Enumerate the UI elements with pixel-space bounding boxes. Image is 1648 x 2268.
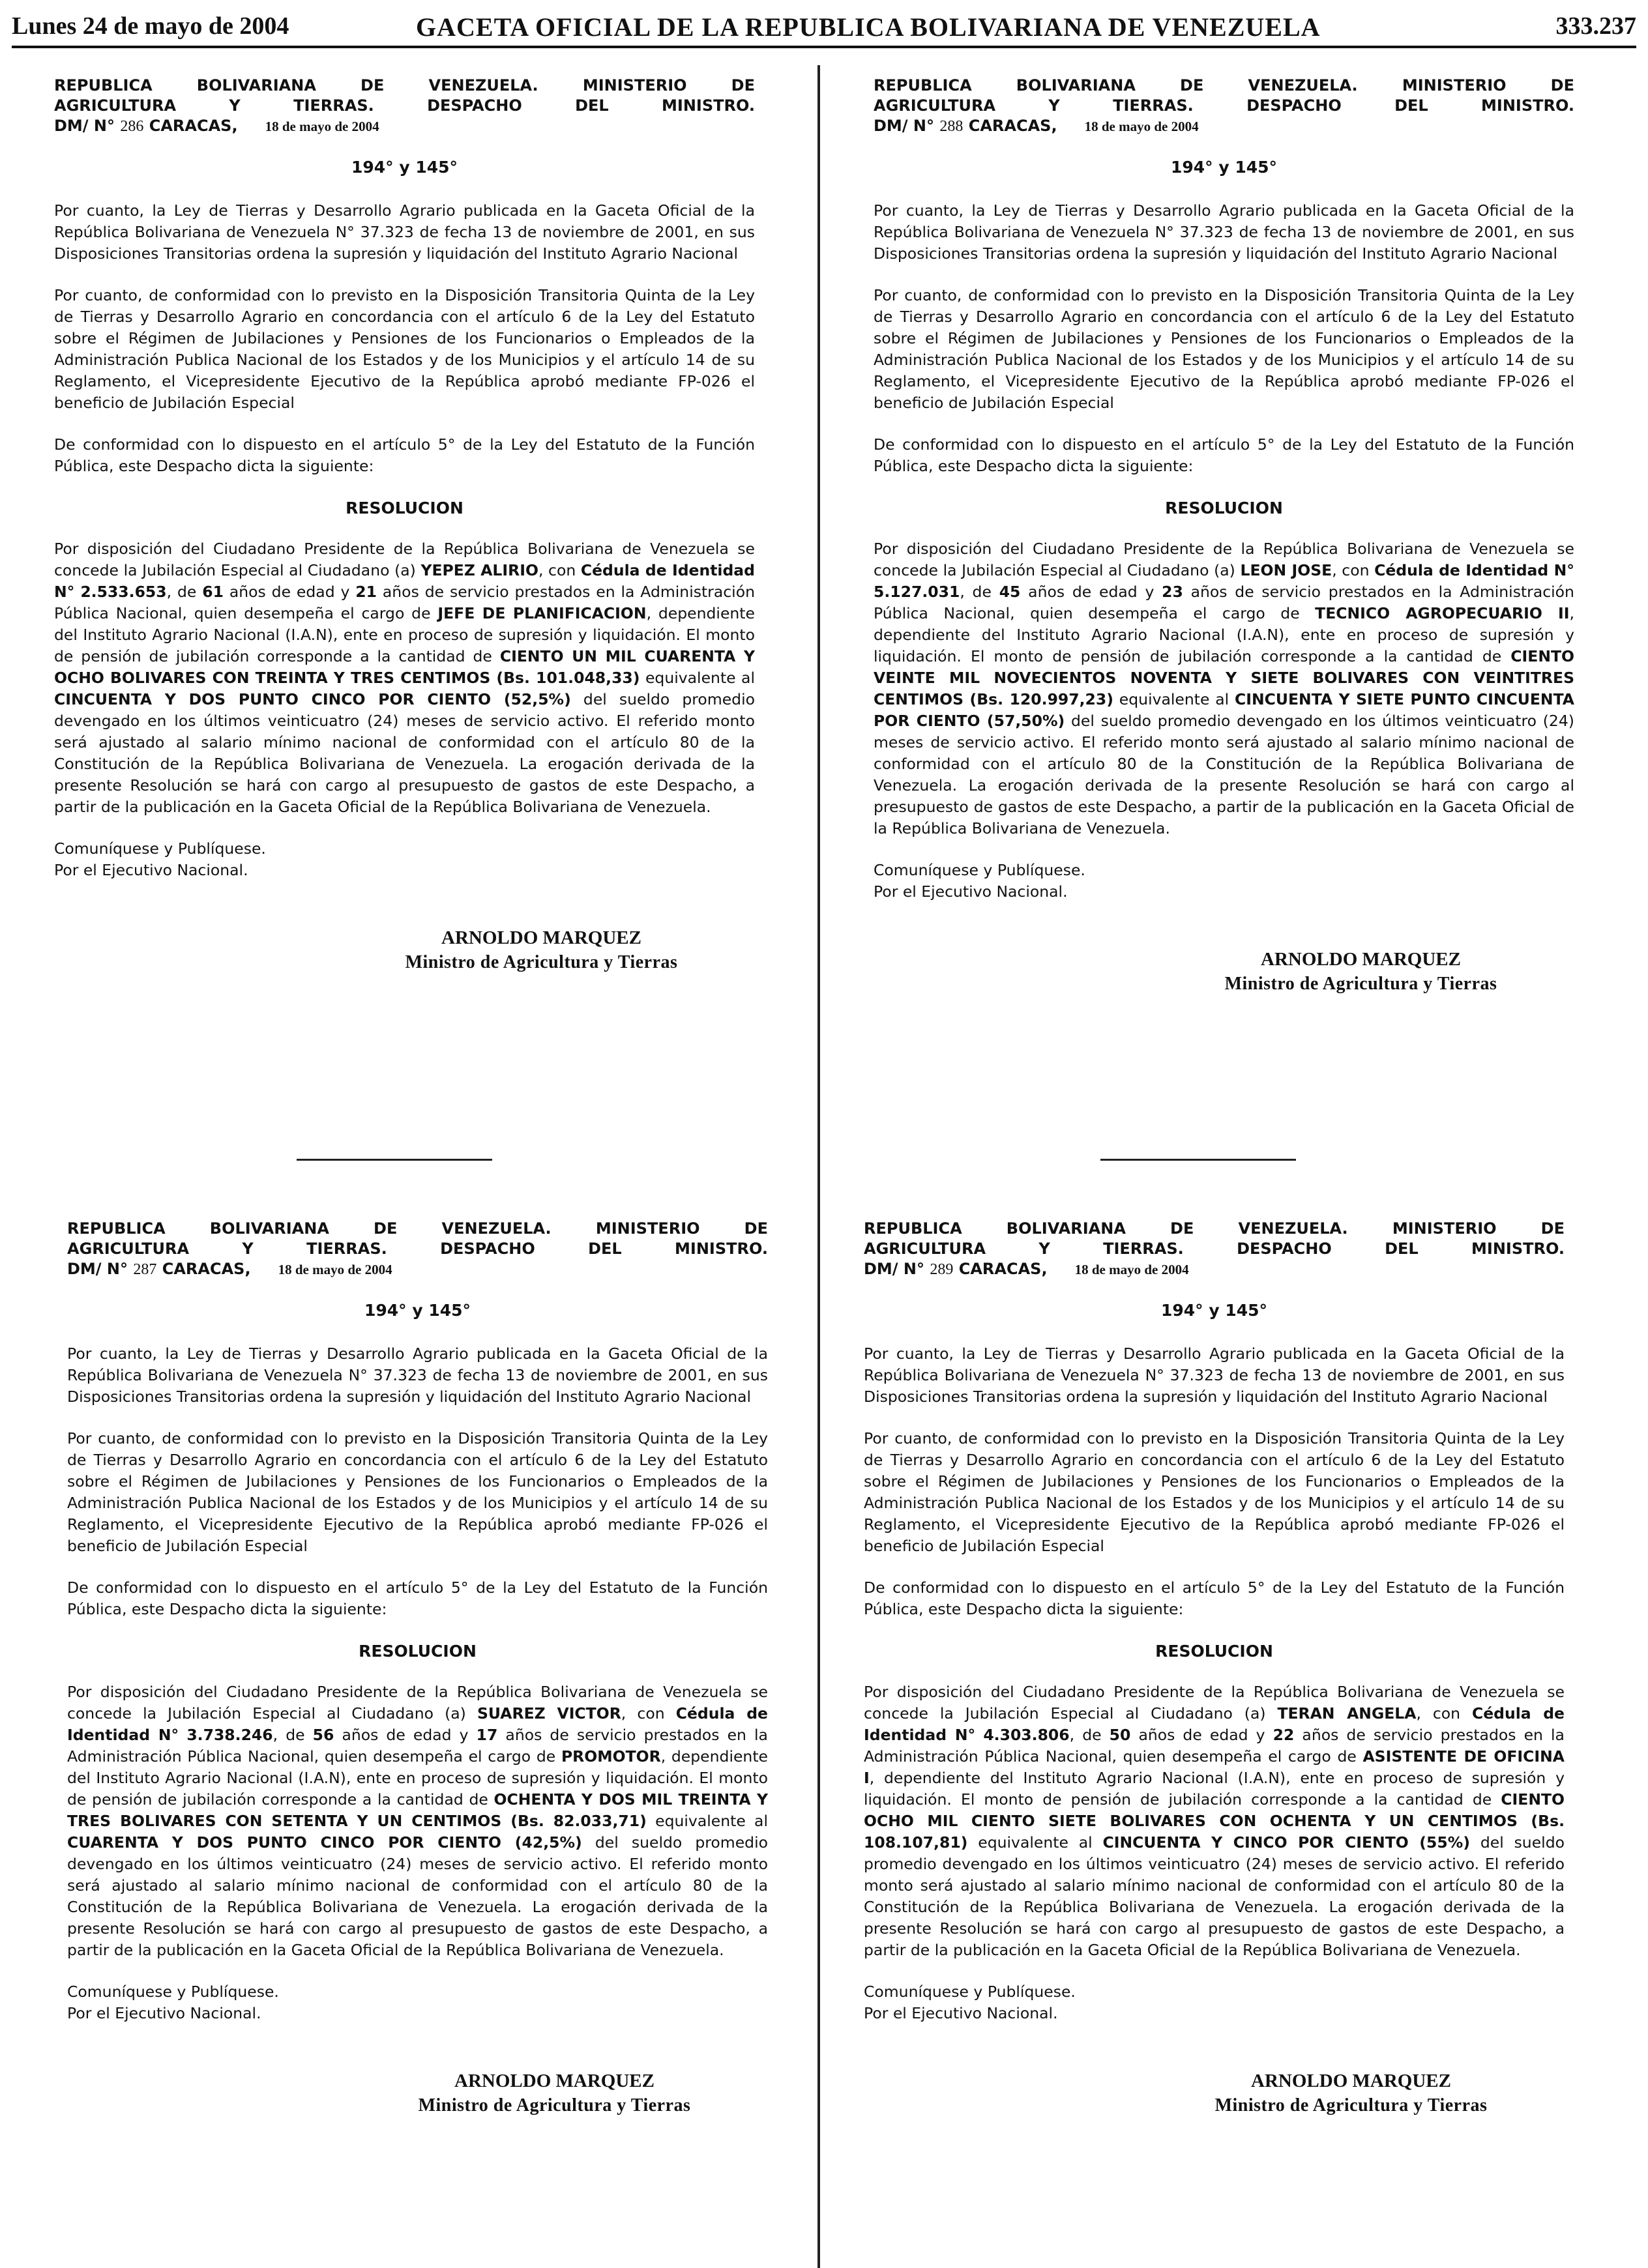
age: 56 <box>312 1726 334 1744</box>
year-line: 194° y 145° <box>1160 1301 1268 1320</box>
closing-line-1: Comuníquese y Publíquese. <box>874 861 1085 879</box>
age: 61 <box>202 583 224 601</box>
cedula-number: 5.127.031 <box>874 583 960 601</box>
resolution-289 <box>864 1219 1565 2118</box>
service-years: 23 <box>1162 583 1183 601</box>
conformity-paragraph: De conformidad con lo dispuesto en el artículo 5° de la Ley del Estatuto de la Función Pública, este Despacho dicta la siguiente: <box>67 1578 768 1618</box>
resolution-286 <box>54 76 755 975</box>
column-divider <box>817 65 820 2268</box>
service-years: 17 <box>476 1726 498 1744</box>
dm-caracas: CARACAS, <box>958 1260 1048 1278</box>
pension-percent: CINCUENTA Y CINCO POR CIENTO (55%) <box>1102 1833 1470 1852</box>
resolution-dm-line <box>67 1259 768 1280</box>
conformity-paragraph: De conformidad con lo dispuesto en el artículo 5° de la Ley del Estatuto de la Función Pública, este Despacho dicta la siguiente: <box>54 435 755 475</box>
dm-prefix: DM/ N° <box>874 117 935 135</box>
signer-name: ARNOLDO MARQUEZ <box>454 2071 655 2091</box>
cedula-number: 4.303.806 <box>983 1726 1070 1744</box>
closing-line-2: Por el Ejecutivo Nacional. <box>874 882 1068 901</box>
signer-name: ARNOLDO MARQUEZ <box>1261 949 1461 970</box>
dm-prefix: DM/ N° <box>67 1260 128 1278</box>
year-line: 194° y 145° <box>1170 158 1278 177</box>
resolution-287 <box>67 1219 768 2118</box>
considering-paragraph-1: Por cuanto, la Ley de Tierras y Desarrollo Agrario publicada en la Gaceta Oficial de la República Bolivariana de Venezuela N° 37.323 de fecha 13 de noviembre de 2001, en sus Disposiciones Transitorias ordena la supresión y liquidación del Instituto Agrario Nacional <box>67 1345 768 1406</box>
resolution-heading-line2: AGRICULTURA Y TIERRAS. DESPACHO DEL MINISTRO. <box>67 1240 768 1258</box>
resolution-body: Por disposición del Ciudadano Presidente de la República Bolivariana de Venezuela se concede la Jubilación Especial al Ciudadano (a) YEPEZ ALIRIO, con Cédula de Identidad N° 2.533.653, de 61 años de edad y 21 años de servicio prestados en la Administración Pública Nacional, quien desempeña el cargo de JEFE DE PLANIFICACION, dependiente del Instituto Agrario Nacional (I.A.N), ente en proceso de supresión y liquidación. El monto de pensión de jubilación corresponde a la cantidad de CIENTO UN MIL CUARENTA Y OCHO BOLIVARES CON TREINTA Y TRES CENTIMOS (Bs. 101.048,33) equivalente al CINCUENTA Y DOS PUNTO CINCO POR CIENTO (52,5%) del sueldo promedio devengado en los últimos veinticuatro (24) meses de servicio activo. El referido monto será ajustado al salario mínimo nacional de conformidad con el artículo 80 de la Constitución de la República Bolivariana de Venezuela. La erogación derivada de la presente Resolución se hará con cargo al presupuesto de gastos de este Despacho, a partir de la publicación en la Gaceta Oficial de la República Bolivariana de Venezuela. <box>54 540 755 816</box>
dm-number: 289 <box>930 1261 954 1278</box>
resolution-title: RESOLUCION <box>346 499 464 517</box>
pension-amount: OCHENTA Y DOS MIL TREINTA Y TRES BOLIVARES CON SETENTA Y UN CENTIMOS (Bs. 82.033,71) <box>67 1790 768 1830</box>
pension-percent: CINCUENTA Y DOS PUNTO CINCO POR CIENTO (52,5%) <box>54 690 571 708</box>
signer-role: Ministro de Agricultura y Tierras <box>418 2095 691 2115</box>
signer-name: ARNOLDO MARQUEZ <box>1251 2071 1451 2091</box>
pension-amount: CIENTO UN MIL CUARENTA Y OCHO BOLIVARES CON TREINTA Y TRES CENTIMOS (Bs. 101.048,33) <box>54 647 755 687</box>
pension-percent: CINCUENTA Y SIETE PUNTO CINCUENTA POR CIENTO (57,50%) <box>874 690 1574 730</box>
considering-paragraph-2: Por cuanto, de conformidad con lo previsto en la Disposición Transitoria Quinta de la Ley de Tierras y Desarrollo Agrario en concordancia con el artículo 6 de la Ley del Estatuto sobre el Régimen de Jubilaciones y Pensiones de los Funcionarios o Empleados de la Administración Publica Nacional de los Estados y de los Municipios y el artículo 14 de su Reglamento, el Vicepresidente Ejecutivo de la República aprobó mediante FP-026 el beneficio de Jubilación Especial <box>54 286 755 412</box>
page-header <box>12 9 1636 48</box>
header-page-number: 333.237 <box>1555 12 1636 40</box>
signer-role: Ministro de Agricultura y Tierras <box>1214 2095 1488 2115</box>
closing-line-2: Por el Ejecutivo Nacional. <box>54 861 248 879</box>
resolution-heading-line2: AGRICULTURA Y TIERRAS. DESPACHO DEL MINISTRO. <box>864 1240 1565 1258</box>
resolution-body: Por disposición del Ciudadano Presidente de la República Bolivariana de Venezuela se concede la Jubilación Especial al Ciudadano (a) SUAREZ VICTOR, con Cédula de Identidad N° 3.738.246, de 56 años de edad y 17 años de servicio prestados en la Administración Pública Nacional, quien desempeña el cargo de PROMOTOR, dependiente del Instituto Agrario Nacional (I.A.N), ente en proceso de supresión y liquidación. El monto de pensión de jubilación corresponde a la cantidad de OCHENTA Y DOS MIL TREINTA Y TRES BOLIVARES CON SETENTA Y UN CENTIMOS (Bs. 82.033,71) equivalente al CUARENTA Y DOS PUNTO CINCO POR CIENTO (42,5%) del sueldo promedio devengado en los últimos veinticuatro (24) meses de servicio activo. El referido monto será ajustado al salario mínimo nacional de conformidad con el artículo 80 de la Constitución de la República Bolivariana de Venezuela. La erogación derivada de la presente Resolución se hará con cargo al presupuesto de gastos de este Despacho, a partir de la publicación en la Gaceta Oficial de la República Bolivariana de Venezuela. <box>67 1683 768 1959</box>
dm-number: 288 <box>939 118 964 135</box>
beneficiary-name: TERAN ANGELA <box>1277 1704 1417 1723</box>
conformity-paragraph: De conformidad con lo dispuesto en el artículo 5° de la Ley del Estatuto de la Función Pública, este Despacho dicta la siguiente: <box>874 435 1574 475</box>
signer-role: Ministro de Agricultura y Tierras <box>405 952 678 972</box>
considering-paragraph-1: Por cuanto, la Ley de Tierras y Desarrollo Agrario publicada en la Gaceta Oficial de la República Bolivariana de Venezuela N° 37.323 de fecha 13 de noviembre de 2001, en sus Disposiciones Transitorias ordena la supresión y liquidación del Instituto Agrario Nacional <box>874 201 1574 263</box>
section-separator-right <box>1100 1159 1296 1161</box>
closing-line-2: Por el Ejecutivo Nacional. <box>864 2004 1058 2022</box>
signer-role: Ministro de Agricultura y Tierras <box>1224 974 1497 994</box>
resolution-dm-line <box>864 1259 1565 1280</box>
position: TECNICO AGROPECUARIO II <box>1315 604 1570 622</box>
considering-paragraph-1: Por cuanto, la Ley de Tierras y Desarrollo Agrario publicada en la Gaceta Oficial de la República Bolivariana de Venezuela N° 37.323 de fecha 13 de noviembre de 2001, en sus Disposiciones Transitorias ordena la supresión y liquidación del Instituto Agrario Nacional <box>54 201 755 263</box>
considering-paragraph-2: Por cuanto, de conformidad con lo previsto en la Disposición Transitoria Quinta de la Ley de Tierras y Desarrollo Agrario en concordancia con el artículo 6 de la Ley del Estatuto sobre el Régimen de Jubilaciones y Pensiones de los Funcionarios o Empleados de la Administración Publica Nacional de los Estados y de los Municipios y el artículo 14 de su Reglamento, el Vicepresidente Ejecutivo de la República aprobó mediante FP-026 el beneficio de Jubilación Especial <box>67 1429 768 1555</box>
resolution-heading-line1: REPUBLICA BOLIVARIANA DE VENEZUELA. MINISTERIO DE <box>54 76 755 94</box>
cedula-number: 2.533.653 <box>80 583 167 601</box>
closing-line-1: Comuníquese y Publíquese. <box>67 1983 279 2001</box>
dm-caracas: CARACAS, <box>162 1260 251 1278</box>
considering-paragraph-2: Por cuanto, de conformidad con lo previsto en la Disposición Transitoria Quinta de la Ley de Tierras y Desarrollo Agrario en concordancia con el artículo 6 de la Ley del Estatuto sobre el Régimen de Jubilaciones y Pensiones de los Funcionarios o Empleados de la Administración Publica Nacional de los Estados y de los Municipios y el artículo 14 de su Reglamento, el Vicepresidente Ejecutivo de la República aprobó mediante FP-026 el beneficio de Jubilación Especial <box>864 1429 1565 1555</box>
position: ASISTENTE DE OFICINA I <box>864 1747 1565 1787</box>
resolution-dm-line <box>54 116 755 137</box>
beneficiary-name: YEPEZ ALIRIO <box>420 561 538 579</box>
considering-paragraph-1: Por cuanto, la Ley de Tierras y Desarrollo Agrario publicada en la Gaceta Oficial de la República Bolivariana de Venezuela N° 37.323 de fecha 13 de noviembre de 2001, en sus Disposiciones Transitorias ordena la supresión y liquidación del Instituto Agrario Nacional <box>864 1345 1565 1406</box>
dm-date: 18 de mayo de 2004 <box>265 119 379 134</box>
resolution-heading-line1: REPUBLICA BOLIVARIANA DE VENEZUELA. MINISTERIO DE <box>864 1219 1565 1238</box>
service-years: 21 <box>355 583 377 601</box>
considering-paragraph-2: Por cuanto, de conformidad con lo previsto en la Disposición Transitoria Quinta de la Ley de Tierras y Desarrollo Agrario en concordancia con el artículo 6 de la Ley del Estatuto sobre el Régimen de Jubilaciones y Pensiones de los Funcionarios o Empleados de la Administración Publica Nacional de los Estados y de los Municipios y el artículo 14 de su Reglamento, el Vicepresidente Ejecutivo de la República aprobó mediante FP-026 el beneficio de Jubilación Especial <box>874 286 1574 412</box>
dm-date: 18 de mayo de 2004 <box>1074 1262 1189 1277</box>
position: PROMOTOR <box>561 1747 661 1766</box>
position: JEFE DE PLANIFICACION <box>437 604 647 622</box>
year-line: 194° y 145° <box>364 1301 471 1320</box>
resolution-heading-line1: REPUBLICA BOLIVARIANA DE VENEZUELA. MINISTERIO DE <box>67 1219 768 1238</box>
year-line: 194° y 145° <box>351 158 458 177</box>
section-separator-left <box>297 1159 492 1161</box>
age: 45 <box>999 583 1021 601</box>
age: 50 <box>1109 1726 1131 1744</box>
beneficiary-name: LEON JOSE <box>1240 561 1332 579</box>
pension-amount: CIENTO VEINTE MIL NOVECIENTOS NOVENTA Y SIETE BOLIVARES CON VEINTITRES CENTIMOS (Bs. 120.997,23) <box>874 647 1574 708</box>
dm-caracas: CARACAS, <box>149 117 238 135</box>
dm-date: 18 de mayo de 2004 <box>278 1262 392 1277</box>
resolution-title: RESOLUCION <box>359 1642 477 1661</box>
header-date: Lunes 24 de mayo de 2004 <box>12 12 289 40</box>
resolution-body: Por disposición del Ciudadano Presidente de la República Bolivariana de Venezuela se concede la Jubilación Especial al Ciudadano (a) TERAN ANGELA, con Cédula de Identidad N° 4.303.806, de 50 años de edad y 22 años de servicio prestados en la Administración Pública Nacional, quien desempeña el cargo de ASISTENTE DE OFICINA I, dependiente del Instituto Agrario Nacional (I.A.N), ente en proceso de supresión y liquidación. El monto de pensión de jubilación corresponde a la cantidad de CIENTO OCHO MIL CIENTO SIETE BOLIVARES CON OCHENTA Y UN CENTIMOS (Bs. 108.107,81) equivalente al CINCUENTA Y CINCO POR CIENTO (55%) del sueldo promedio devengado en los últimos veinticuatro (24) meses de servicio activo. El referido monto será ajustado al salario mínimo nacional de conformidad con el artículo 80 de la Constitución de la República Bolivariana de Venezuela. La erogación derivada de la presente Resolución se hará con cargo al presupuesto de gastos de este Despacho, a partir de la publicación en la Gaceta Oficial de la República Bolivariana de Venezuela. <box>864 1683 1565 1959</box>
signer-name: ARNOLDO MARQUEZ <box>441 927 641 948</box>
resolution-288 <box>874 76 1574 996</box>
header-title: GACETA OFICIAL DE LA REPUBLICA BOLIVARIANA DE VENEZUELA <box>416 12 1321 42</box>
beneficiary-name: SUAREZ VICTOR <box>477 1704 621 1723</box>
service-years: 22 <box>1273 1726 1295 1744</box>
resolution-heading-line1: REPUBLICA BOLIVARIANA DE VENEZUELA. MINISTERIO DE <box>874 76 1574 94</box>
resolution-heading-line2: AGRICULTURA Y TIERRAS. DESPACHO DEL MINISTRO. <box>54 96 755 115</box>
pension-amount: CIENTO OCHO MIL CIENTO SIETE BOLIVARES CON OCHENTA Y UN CENTIMOS (Bs. 108.107,81) <box>864 1790 1565 1852</box>
resolution-dm-line <box>874 116 1574 137</box>
resolution-title: RESOLUCION <box>1155 1642 1273 1661</box>
resolution-body: Por disposición del Ciudadano Presidente de la República Bolivariana de Venezuela se concede la Jubilación Especial al Ciudadano (a) LEON JOSE, con Cédula de Identidad N° 5.127.031, de 45 años de edad y 23 años de servicio prestados en la Administración Pública Nacional, quien desempeña el cargo de TECNICO AGROPECUARIO II, dependiente del Instituto Agrario Nacional (I.A.N), ente en proceso de supresión y liquidación. El monto de pensión de jubilación corresponde a la cantidad de CIENTO VEINTE MIL NOVECIENTOS NOVENTA Y SIETE BOLIVARES CON VEINTITRES CENTIMOS (Bs. 120.997,23) equivalente al CINCUENTA Y SIETE PUNTO CINCUENTA POR CIENTO (57,50%) del sueldo promedio devengado en los últimos veinticuatro (24) meses de servicio activo. El referido monto será ajustado al salario mínimo nacional de conformidad con el artículo 80 de la Constitución de la República Bolivariana de Venezuela. La erogación derivada de la presente Resolución se hará con cargo al presupuesto de gastos de este Despacho, a partir de la publicación en la Gaceta Oficial de la República Bolivariana de Venezuela. <box>874 540 1574 837</box>
dm-caracas: CARACAS, <box>968 117 1057 135</box>
dm-prefix: DM/ N° <box>54 117 115 135</box>
pension-percent: CUARENTA Y DOS PUNTO CINCO POR CIENTO (42,5%) <box>67 1833 582 1852</box>
resolution-heading-line2: AGRICULTURA Y TIERRAS. DESPACHO DEL MINISTRO. <box>874 96 1574 115</box>
dm-prefix: DM/ N° <box>864 1260 925 1278</box>
resolution-title: RESOLUCION <box>1165 499 1283 517</box>
dm-date: 18 de mayo de 2004 <box>1084 119 1199 134</box>
closing-line-1: Comuníquese y Publíquese. <box>54 839 266 858</box>
dm-number: 286 <box>120 118 144 135</box>
closing-line-2: Por el Ejecutivo Nacional. <box>67 2004 261 2022</box>
conformity-paragraph: De conformidad con lo dispuesto en el artículo 5° de la Ley del Estatuto de la Función Pública, este Despacho dicta la siguiente: <box>864 1578 1565 1618</box>
closing-line-1: Comuníquese y Publíquese. <box>864 1983 1076 2001</box>
cedula-number: 3.738.246 <box>186 1726 273 1744</box>
dm-number: 287 <box>133 1261 157 1278</box>
